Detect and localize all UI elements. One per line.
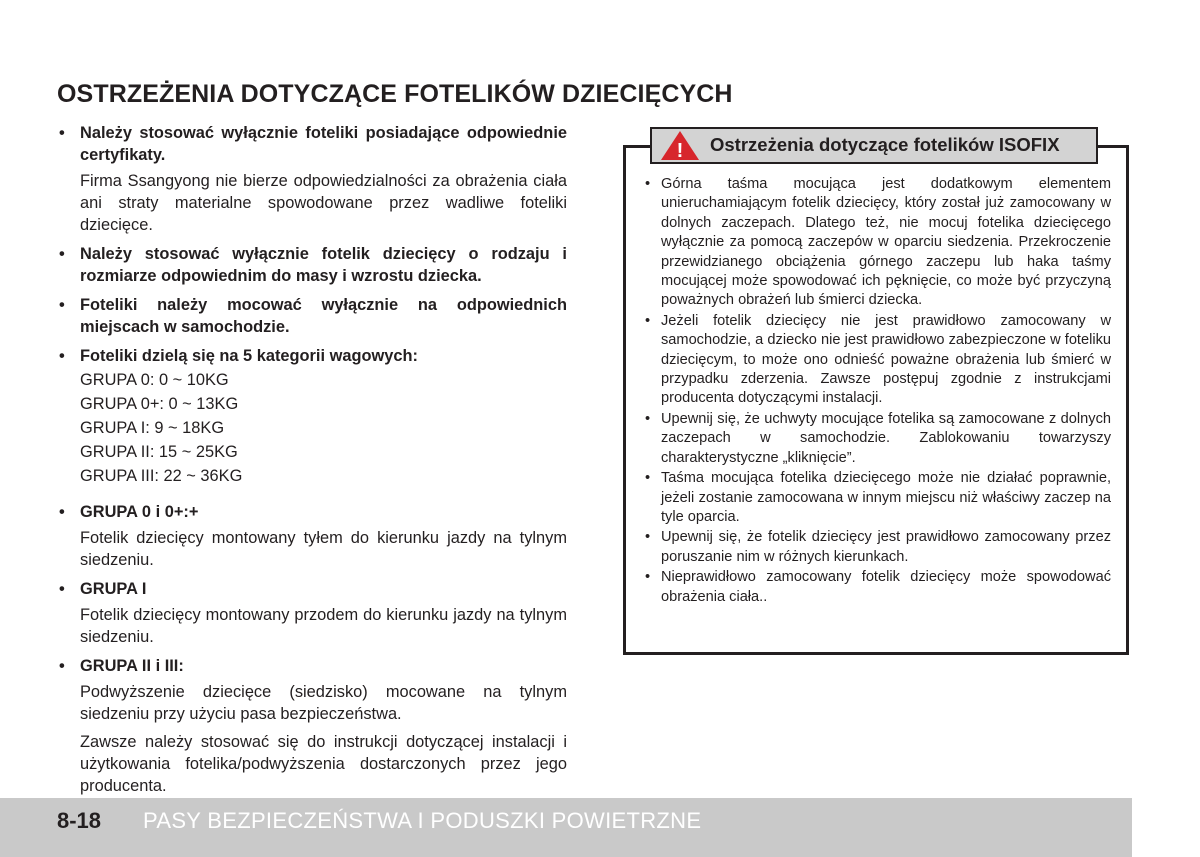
warning-item	[645, 568, 1111, 607]
warning-title: Ostrzeżenia dotyczące fotelików ISOFIX	[710, 134, 1060, 155]
bullet: •	[645, 312, 651, 329]
list-item	[57, 501, 567, 571]
weight-group: GRUPA II: 15 ~ 25KG	[80, 443, 238, 461]
item-heading: Należy stosować wyłącznie foteliki posiadające odpowiednie certyfikaty.	[80, 124, 567, 164]
warning-item-text: Taśma mocująca fotelika dziecięcego może nie działać poprawnie, jeżeli zostanie zamocowana w innym miejscu niż właściwy zaczep na tyle oparcia.	[661, 470, 1111, 525]
chapter-title: PASY BEZPIECZEŃSTWA I PODUSZKI POWIETRZNE	[143, 808, 702, 833]
page-number: 8-18	[57, 808, 102, 833]
list-item	[57, 345, 567, 488]
item-text: Fotelik dziecięcy montowany tyłem do kierunku jazdy na tylnym siedzeniu.	[80, 529, 567, 569]
bullet: •	[59, 296, 65, 314]
weight-groups	[80, 368, 567, 488]
item-heading: Foteliki dzielą się na 5 kategorii wagowych:	[80, 347, 418, 365]
warning-item-text: Nieprawidłowo zamocowany fotelik dziecięcy może spowodować obrażenia ciała..	[661, 569, 1111, 605]
item-text: Firma Ssangyong nie bierze odpowiedzialności za obrażenia ciała ani straty materialne spowodowane przez wadliwe foteliki dziecięce.	[80, 172, 567, 234]
warning-item-text: Jeżeli fotelik dziecięcy nie jest prawidłowo zamocowany w samochodzie, a dziecko nie jest prawidłowo zabezpieczone w foteliku dziecięcym, to może ono odnieść poważne obrażenia lub śmierć w przypadku zderzenia. Zawsze postępuj zgodnie z instrukcjami producenta dotyczącymi instalacji.	[661, 312, 1111, 407]
weight-group: GRUPA 0: 0 ~ 10KG	[80, 371, 229, 389]
bullet: •	[645, 176, 651, 192]
item-text: Podwyższenie dziecięce (siedzisko) mocowane na tylnym siedzeniu przy użyciu pasa bezpieczeństwa.	[80, 683, 567, 723]
warning-header	[650, 127, 1098, 164]
item-heading: GRUPA 0 i 0+:+	[80, 503, 199, 521]
list-item	[57, 578, 567, 648]
item-heading: Należy stosować wyłącznie fotelik dziecięcy o rodzaju i rozmiarze odpowiednim do masy i wzrostu dziecka.	[80, 245, 567, 285]
bullet: •	[59, 347, 65, 365]
bullet: •	[645, 529, 651, 546]
weight-group: GRUPA I: 9 ~ 18KG	[80, 419, 225, 437]
bullet: •	[59, 580, 65, 598]
warning-item	[645, 528, 1111, 567]
page-title: OSTRZEŻENIA DOTYCZĄCE FOTELIKÓW DZIECIĘCYCH	[57, 80, 733, 108]
list-item	[57, 243, 567, 287]
list-item	[57, 294, 567, 338]
warning-item	[645, 312, 1111, 409]
bullet: •	[59, 124, 65, 142]
item-text: Zawsze należy stosować się do instrukcji dotyczącej instalacji i użytkowania fotelika/podwyższenia dostarczonych przez jego producenta.	[80, 733, 567, 795]
warning-list	[645, 175, 1111, 608]
bullet: •	[645, 470, 651, 487]
bullet: •	[59, 657, 65, 675]
warning-item	[645, 175, 1111, 311]
warning-item	[645, 469, 1111, 527]
warning-item-text: Upewnij się, że uchwyty mocujące fotelika są zamocowane z dolnych zaczepach w samochodzie. Zablokowaniu towarzyszy charakterystyczne „kliknięcie”.	[661, 410, 1111, 466]
bullet: •	[59, 245, 65, 263]
weight-group: GRUPA III: 22 ~ 36KG	[80, 467, 243, 485]
bullet: •	[645, 410, 651, 427]
list-item	[57, 122, 567, 236]
bullet: •	[59, 503, 65, 521]
item-text: Fotelik dziecięcy montowany przodem do kierunku jazdy na tylnym siedzeniu.	[80, 606, 567, 646]
list-item	[57, 655, 567, 797]
warning-triangle-icon	[658, 129, 702, 162]
item-heading: GRUPA II i III:	[80, 657, 184, 675]
instruction-list	[57, 122, 567, 797]
weight-group: GRUPA 0+: 0 ~ 13KG	[80, 395, 239, 413]
page-footer	[0, 798, 1132, 857]
item-heading: Foteliki należy mocować wyłącznie na odpowiednich miejscach w samochodzie.	[80, 296, 567, 336]
warning-item	[645, 410, 1111, 468]
warning-item-text: Upewnij się, że fotelik dziecięcy jest prawidłowo zamocowany przez poruszanie nim w różnych kierunkach.	[661, 529, 1111, 565]
warning-glyph: !	[676, 140, 684, 162]
warning-item-text: Górna taśma mocująca jest dodatkowym elementem unieruchamiającym fotelik dziecięcy, który został już zamocowany w dolnych zaczepach. Dlatego też, nie mocuj fotelika dziecięcego wyłącznie za pomocą zaczepów w oparciu siedzenia. Przekroczenie przewidzianego obciążenia górnego zaczepu lub haka taśmy mocującej może spowodować ich pęknięcie, co może być przyczyną poważnych obrażeń lub śmierci dziecka.	[661, 176, 1111, 309]
item-heading: GRUPA I	[80, 580, 147, 598]
bullet: •	[645, 569, 651, 586]
